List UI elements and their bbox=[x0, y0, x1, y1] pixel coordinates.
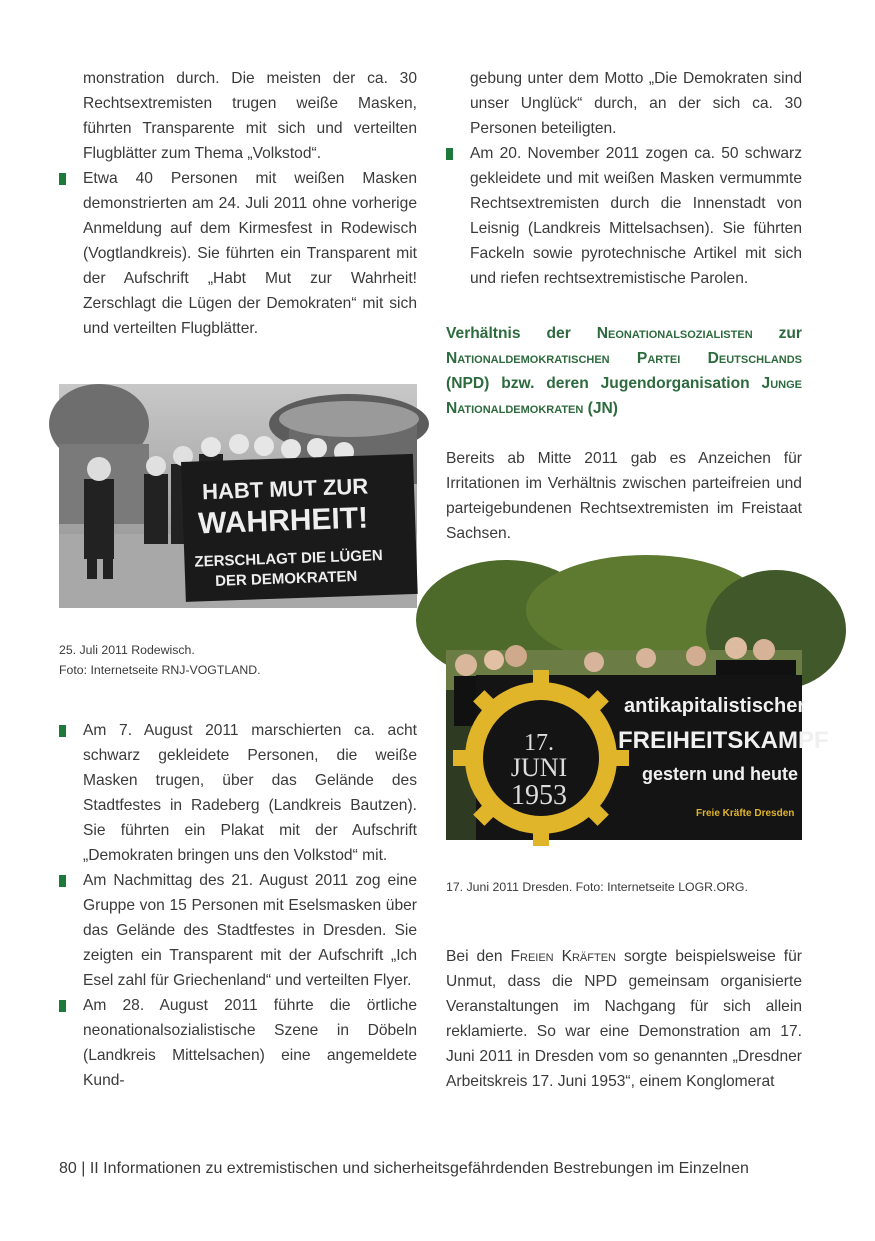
page-footer: 80 | II Informationen zu extremistischen und sicherheitsgefährdenden Bestrebungen im Einzelnen bbox=[59, 1160, 749, 1177]
paragraph: monstration durch. Die meisten der ca. 30 Rechtsextremisten trugen weiße Masken, führten Transparente mit sich und verteilten Flugblätter zum Thema „Volkstod“. bbox=[83, 70, 417, 162]
bullet-item: Am 7. August 2011 marschierten ca. acht schwarz gekleidete Personen, die weiße Masken trugen, über das Gelände des Stadtfestes in Radeberg (Landkreis Bautzen). Sie führten ein Plakat mit der Aufschrift „Demokraten bringen uns den Volkstod“ mit. bbox=[59, 718, 417, 868]
paragraph: Bei den Freien Kräften sorgte beispielsweise für Unmut, dass die NPD gemeinsam organisierte Veranstaltungen im Nachgang für sich allein reklamierte. So war eine Demonstration am 17. Juni 2011 in Dresden vom so genannten „Dresdner Arbeitskreis 17. Juni 1953“, einem Konglomerat bbox=[446, 948, 802, 1090]
banner-text: FREIHEITSKAMPF bbox=[618, 727, 829, 754]
banner-text: HABT MUT ZUR bbox=[201, 473, 369, 505]
banner-signature: Freie Kräfte Dresden bbox=[696, 808, 795, 819]
photo-rodewisch bbox=[59, 384, 417, 608]
bullet-item: Etwa 40 Personen mit weißen Masken demonstrierten am 24. Juli 2011 ohne vorherige Anmeldung auf dem Kirmesfest in Rodewisch (Vogtlandkreis). Sie führten ein Transparent mit der Aufschrift „Habt Mut zur Wahrheit! Zerschlagt die Lügen der Demokraten“ mit sich und verteilten Flugblätter. bbox=[59, 166, 417, 341]
gear-text: 1953 bbox=[511, 780, 567, 811]
banner-text: DER DEMOKRATEN bbox=[214, 567, 358, 590]
gear-text: JUNI bbox=[510, 753, 568, 782]
right-column bbox=[446, 66, 829, 1094]
bullet-item: Am Nachmittag des 21. August 2011 zog eine Gruppe von 15 Personen mit Eselsmasken über das Gelände des Stadtfestes in Dresden. Sie zeigten ein Transparent mit der Aufschrift „Ich Esel zahl für Griechenland“ und verteilten Flyer. bbox=[59, 868, 417, 993]
paragraph: gebung unter dem Motto „Die Demokraten sind unser Unglück“ durch, an der sich ca. 30 Personen beteiligten. bbox=[470, 70, 802, 137]
bullet-item: Am 28. August 2011 führte die örtliche neonationalsozialistische Szene in Döbeln (Landkreis Mittelsachen) eine angemeldete Kund- bbox=[59, 993, 417, 1093]
left-column bbox=[59, 66, 417, 1093]
banner-text: gestern und heute bbox=[642, 764, 799, 784]
banner-text: WAHRHEIT! bbox=[197, 501, 369, 541]
photo-credit: Foto: Internetseite RNJ-VOGTLAND. bbox=[59, 663, 261, 677]
section-heading: Verhältnis der Neonationalsozialisten zur Nationaldemokratischen Partei Deutschlands (NPD) bzw. deren Jugendorganisation Junge Nationaldemokraten (JN) bbox=[446, 325, 802, 417]
paragraph: Bereits ab Mitte 2011 gab es Anzeichen für Irritationen im Verhältnis zwischen parteifreien und parteigebundenen Rechtsextremisten im Freistaat Sachsen. bbox=[446, 450, 802, 542]
photo-rodewisch-image bbox=[59, 384, 417, 608]
banner-text: antikapitalistischer bbox=[624, 695, 806, 717]
bullet-item: Am 20. November 2011 zogen ca. 50 schwarz gekleidete und mit weißen Masken vermummte Rechtsextremisten durch die Innenstadt von Leisnig (Landkreis Mittelsachsen). Sie führten Fackeln sowie pyrotechnische Artikel mit sich und riefen rechtsextremistische Parolen. bbox=[446, 141, 802, 291]
banner-text: ZERSCHLAGT DIE LÜGEN bbox=[194, 547, 384, 571]
photo-dresden bbox=[446, 590, 829, 840]
photo-dresden-image bbox=[446, 590, 829, 840]
photo-caption: 17. Juni 2011 Dresden. Foto: Internetseite LOGR.ORG. bbox=[446, 880, 748, 894]
photo-caption: 25. Juli 2011 Rodewisch. bbox=[59, 643, 195, 657]
gear-text: 17. bbox=[524, 730, 554, 756]
